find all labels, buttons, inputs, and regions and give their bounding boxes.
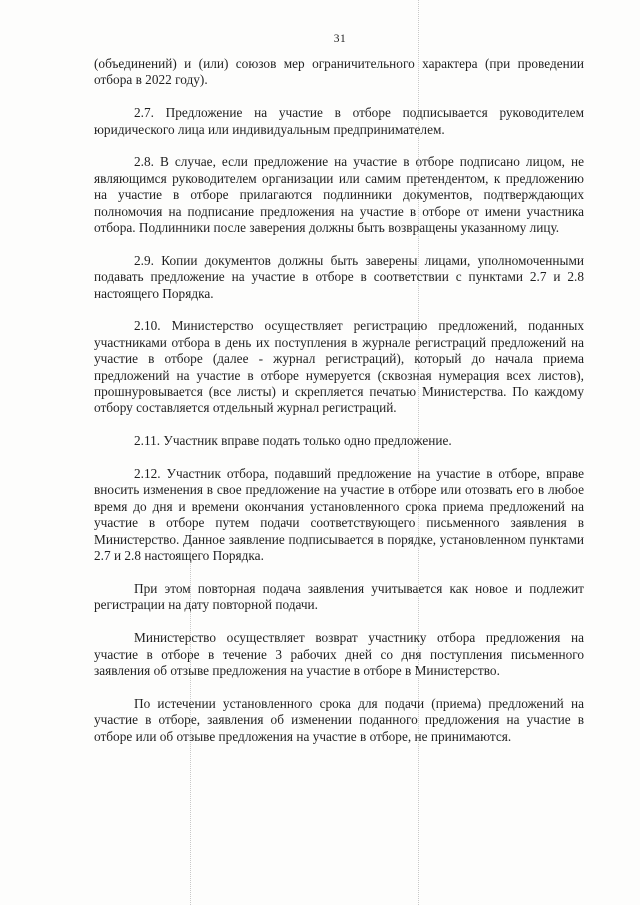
document-body bbox=[94, 56, 584, 745]
paragraph-2-11: 2.11. Участник вправе подать только одно предложение. bbox=[134, 433, 452, 449]
paragraph-repeat-submission: При этом повторная подача заявления учитывается как новое и подлежит регистрации на дату повторной подачи. bbox=[94, 580, 584, 613]
paragraph-2-7: 2.7. Предложение на участие в отборе подписывается руководителем юридического лица или индивидуальным предпринимателем. bbox=[94, 105, 584, 137]
paragraph-deadline-expiry: По истечении установленного срока для подачи (приема) предложений на участие в отборе, заявления об изменении поданного предложения на участие в отборе или об отзыве предложения на участие в отборе, не принимаются. bbox=[94, 695, 584, 744]
paragraph-2-9: 2.9. Копии документов должны быть заверены лицами, уполномоченными подавать предложение на участие в отборе в соответствии с пунктами 2.7 и 2.8 настоящего Порядка. bbox=[94, 252, 584, 301]
paragraph-2-12: 2.12. Участник отбора, подавший предложение на участие в отборе, вправе вносить изменения в свое предложение на участие в отборе или отозвать его в любое время до дня и времени окончания установленного срока приема предложений на участие в отборе путем подачи соответствующего письменного заявления в Министерство. Данное заявление подписывается в порядке, установленном пунктами 2.7 и 2.8 настоящего Порядка. bbox=[94, 466, 584, 564]
page-number: 31 bbox=[333, 33, 347, 45]
paragraph-2-10: 2.10. Министерство осуществляет регистрацию предложений, поданных участниками отбора в день их поступления в журнале регистраций предложений на участие в отборе (далее - журнал регистраций), который до начала приема предложений на участие в отборе нумеруется (сквозная нумерация всех листов), прошнуровывается (все листы) и скрепляется печатью Министерства. По каждому отбору составляется отдельный журнал регистраций. bbox=[94, 318, 584, 416]
paragraph-continuation: (объединений) и (или) союзов мер ограничительного характера (при проведении отбора в 2022 году). bbox=[94, 56, 584, 88]
paragraph-2-8: 2.8. В случае, если предложение на участие в отборе подписано лицом, не являющимся руководителем организации или самим претендентом, к предложению на участие в отборе прилагаются подлинники документов, подтверждающих полномочия на подписание предложения на участие в отборе от имени участника отбора. Подлинники после заверения должны быть возвращены указанному лицу. bbox=[94, 154, 584, 236]
paragraph-return-proposal: Министерство осуществляет возврат участнику отбора предложения на участие в отборе в течение 3 рабочих дней со дня поступления письменного заявления об отзыве предложения на участие в отборе в Министерство. bbox=[94, 630, 584, 678]
